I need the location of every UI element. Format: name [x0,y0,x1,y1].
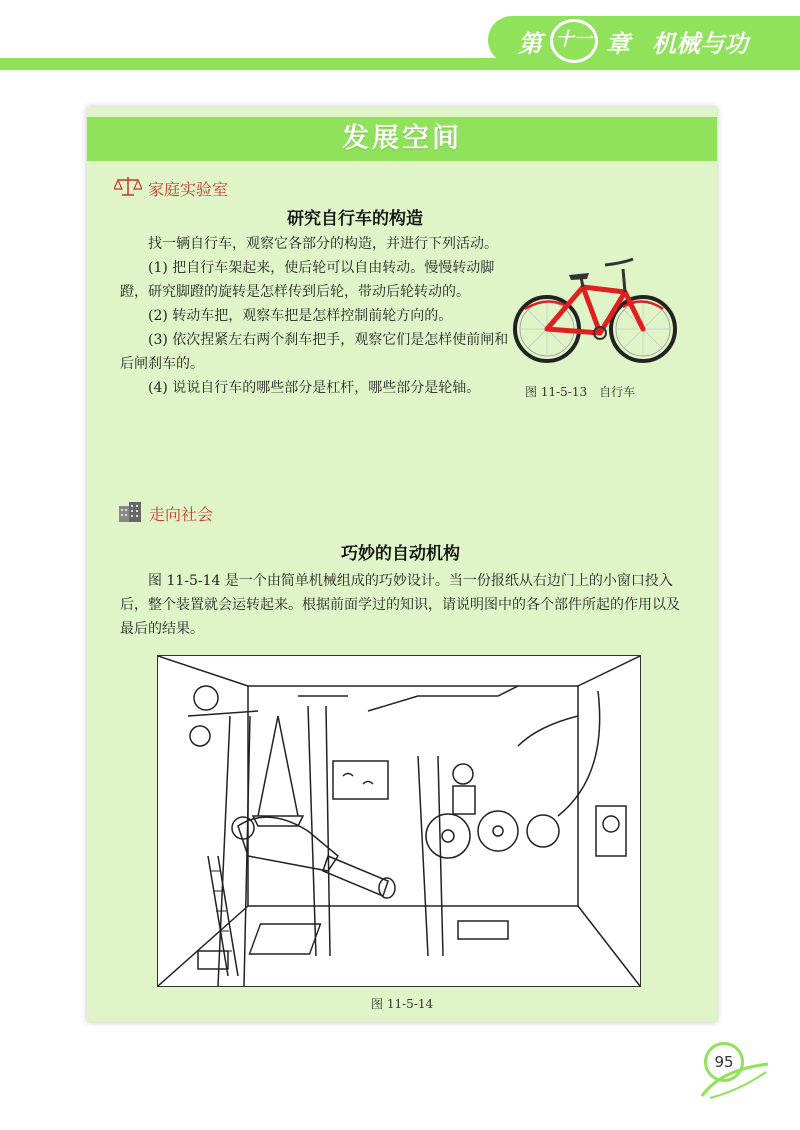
lab-paragraph: (1) 把自行车架起来，使后轮可以自由转动。慢慢转动脚蹬，研究脚蹬的旋转是怎样传到后轮，带动后轮转动的。 [120,260,495,300]
panel-title: 发展空间 [87,117,717,161]
mechanism-caption: 图 11-5-14 [371,997,434,1011]
page-number-ornament-icon [700,1060,770,1100]
development-panel [87,107,717,1022]
society-title: 巧妙的自动机构 [341,544,460,564]
society-text [120,569,690,641]
chapter-prefix: 第 [518,28,542,58]
balance-scale-icon [114,175,142,201]
society-section-label [117,500,213,526]
society-paragraph: 图 11-5-14 是一个由简单机械组成的巧妙设计。当一份报纸从右边门上的小窗口投入后，整个装置就会运转起来。根据前面学过的知识，请说明图中的各个部件所起的作用以及最后的结果。 [120,573,680,637]
automatic-mechanism-figure [157,655,641,987]
chapter-title: 机械与功 [652,28,748,58]
lab-title: 研究自行车的构造 [287,209,423,229]
lab-paragraph: (3) 依次捏紧左右两个刹车把手，观察它们是怎样使前闸和后闸刹车的。 [120,332,509,372]
society-label-text: 走向社会 [149,504,214,524]
chapter-header [0,0,800,72]
lab-text [120,232,510,400]
lab-paragraph: (2) 转动车把，观察车把是怎样控制前轮方向的。 [148,308,453,324]
lab-paragraph: (4) 说说自行车的哪些部分是杠杆，哪些部分是轮轴。 [148,380,481,396]
building-icon [117,500,143,526]
lab-label-text: 家庭实验室 [148,179,229,199]
bicycle-caption: 图 11-5-13 自行车 [525,385,636,399]
bicycle-figure [505,237,685,377]
bicycle-illustration [505,237,685,377]
chapter-heading [518,24,748,58]
page-number: 95 [704,1042,744,1082]
mechanism-illustration [158,656,640,986]
chapter-number-badge: 十一 [550,19,598,63]
lab-paragraph: 找一辆自行车，观察它各部分的构造，并进行下列活动。 [148,236,498,252]
lab-section-label [114,175,228,201]
chapter-suffix: 章 [606,28,630,58]
